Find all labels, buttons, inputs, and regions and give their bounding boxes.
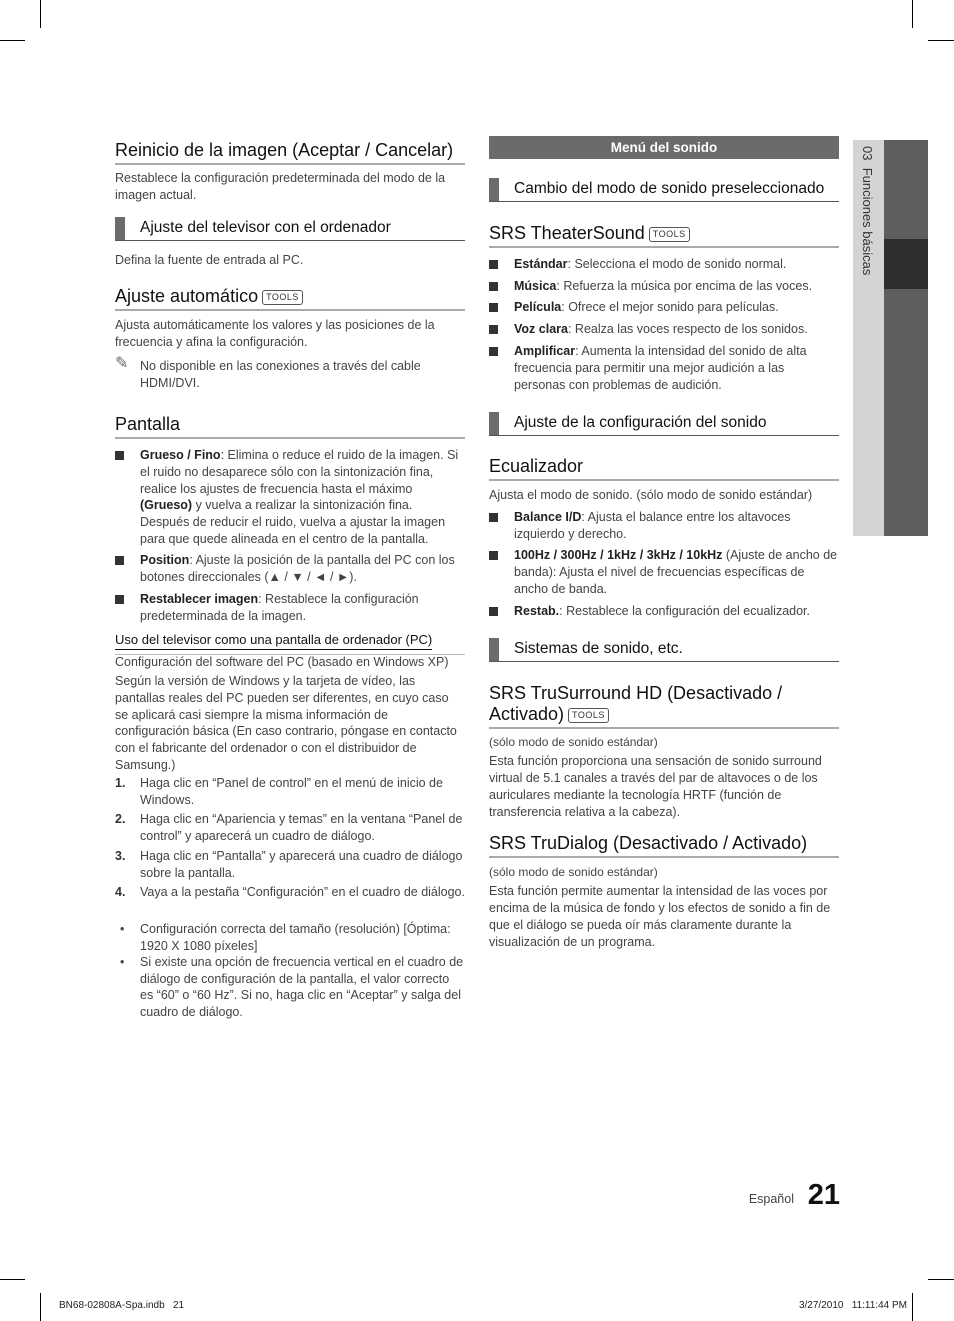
ajuste-auto-heading bbox=[115, 286, 465, 311]
subheading-bar bbox=[489, 412, 499, 436]
side-tab-active-marker bbox=[884, 239, 928, 289]
menu-sonido-title: Menú del sonido bbox=[610, 140, 718, 155]
crop-mark bbox=[928, 1279, 954, 1280]
srs-theater-heading bbox=[489, 223, 839, 248]
pantalla-item-position: Position: Ajuste la posición de la pantalla del PC con los botones direccionales (▲ / ▼ / ◄ / ►). bbox=[115, 552, 465, 586]
reinicio-text: Restablece la configuración predeterminada del modo de la imagen actual. bbox=[115, 171, 446, 202]
reinicio-title: Reinicio de la imagen (Aceptar / Cancelar) bbox=[115, 140, 454, 160]
uso-pc-step bbox=[115, 884, 465, 901]
uso-pc-para: Según la versión de Windows y la tarjeta de vídeo, las pantallas reales del PC pueden ser diferentes, en cuyo caso se aplicará casi siempre la misma información de configuración básica (En caso contrario, póngase en contacto con el fabricante del ordenador o con el distribuidor de Samsung.) bbox=[115, 674, 457, 772]
step-number: 2. bbox=[115, 812, 126, 826]
crop-mark bbox=[0, 40, 25, 41]
uso-pc-step bbox=[115, 848, 465, 881]
bullet-square-icon bbox=[489, 303, 498, 312]
tools-icon: TOOLS bbox=[649, 227, 690, 242]
ecualizador-item: 100Hz / 300Hz / 1kHz / 3kHz / 10kHz (Ajuste de ancho de banda): Ajusta el nivel de frecuencias específicas de ancho de banda. bbox=[489, 547, 839, 597]
ajuste-sonido-subheading bbox=[489, 412, 839, 436]
cambio-subheading bbox=[489, 178, 839, 202]
trusurround-mode: (sólo modo de sonido estándar) bbox=[489, 735, 658, 749]
subheading-rule bbox=[489, 661, 839, 662]
pantalla-item-restablecer: Restablecer imagen: Restablece la configuración predeterminada de la imagen. bbox=[115, 591, 465, 625]
uso-pc-step bbox=[115, 775, 465, 808]
pantalla-heading bbox=[115, 414, 465, 439]
side-tab bbox=[853, 140, 928, 536]
srs-theater-item: Estándar: Selecciona el modo de sonido normal. bbox=[489, 256, 839, 273]
ecualizador-item: Balance I/D: Ajusta el balance entre los altavoces izquierdo y derecho. bbox=[489, 509, 839, 543]
subheading-bar bbox=[489, 178, 499, 202]
tools-icon: TOOLS bbox=[262, 290, 303, 305]
sistemas-title: Sistemas de sonido, etc. bbox=[514, 640, 683, 657]
side-tab-label bbox=[860, 146, 875, 275]
trudialog-heading bbox=[489, 833, 839, 858]
bullet-square-icon bbox=[489, 282, 498, 291]
dot-text: Configuración correcta del tamaño (resolución) [Óptima: 1920 X 1080 píxeles] bbox=[140, 922, 451, 953]
ecualizador-title: Ecualizador bbox=[489, 456, 584, 476]
bullet-square-icon bbox=[115, 595, 124, 604]
subheading-rule bbox=[115, 240, 465, 241]
bullet-square-icon bbox=[115, 556, 124, 565]
note-text: No disponible en las conexiones a través del cable HDMI/DVI. bbox=[140, 359, 421, 390]
step-text: Haga clic en “Apariencia y temas” en la ventana “Panel de control” y aparecerá un cuadro de diálogo. bbox=[140, 812, 463, 843]
ecualizador-item: Restab.: Restablece la configuración del ecualizador. bbox=[489, 603, 839, 620]
bullet-square-icon bbox=[489, 607, 498, 616]
menu-sonido-bar bbox=[489, 136, 839, 159]
bullet-square-icon bbox=[489, 513, 498, 522]
ajuste-auto-title: Ajuste automático bbox=[115, 286, 259, 306]
step-number: 3. bbox=[115, 849, 126, 863]
uso-pc-dot-item bbox=[115, 921, 465, 954]
uso-pc-heading bbox=[115, 632, 432, 650]
print-file-info: BN68-02808A-Spa.indb 21 bbox=[59, 1300, 185, 1311]
ajuste-pc-text: Defina la fuente de entrada al PC. bbox=[115, 253, 304, 267]
subheading-bar bbox=[115, 217, 125, 241]
tools-icon: TOOLS bbox=[568, 708, 609, 723]
bullet-square-icon bbox=[489, 347, 498, 356]
note bbox=[115, 355, 460, 392]
srs-theater-title: SRS TheaterSound bbox=[489, 223, 645, 243]
crop-mark bbox=[40, 0, 41, 28]
crop-mark bbox=[912, 0, 913, 28]
step-text: Vaya a la pestaña “Configuración” en el cuadro de diálogo. bbox=[140, 885, 465, 899]
ajuste-pc-subheading bbox=[115, 217, 465, 241]
print-date-info: 3/27/2010 11:11:44 PM bbox=[798, 1300, 907, 1311]
dot-bullet: • bbox=[120, 955, 125, 969]
crop-mark bbox=[912, 1293, 913, 1321]
ajuste-pc-title: Ajuste del televisor con el ordenador bbox=[140, 219, 391, 236]
srs-theater-item: Película: Ofrece el mejor sonido para películas. bbox=[489, 299, 839, 316]
pantalla-item-grueso: Grueso / Fino: Elimina o reduce el ruido de la imagen. Si el ruido no desaparece sólo con la sintonización fina, realice los ajustes de frecuencia hasta el máximo (Grueso) y vuelva a realizar la sintonización fina. Después de reducir el ruido, vuelva a ajustar la imagen para que quede alineada en el centro de la pantalla. bbox=[115, 447, 465, 548]
cambio-title: Cambio del modo de sonido preseleccionado bbox=[514, 180, 825, 197]
bullet-square-icon bbox=[489, 325, 498, 334]
trudialog-title: SRS TruDialog (Desactivado / Activado) bbox=[489, 833, 808, 853]
chapter-title: Funciones básicas bbox=[860, 167, 875, 276]
dot-bullet: • bbox=[120, 922, 125, 936]
trusurround-heading bbox=[489, 683, 839, 729]
ecualizador-heading bbox=[489, 456, 839, 481]
srs-theater-item: Música: Refuerza la música por encima de las voces. bbox=[489, 278, 839, 295]
crop-mark bbox=[0, 1279, 25, 1280]
footer-language: Español bbox=[748, 1192, 794, 1206]
trudialog-mode: (sólo modo de sonido estándar) bbox=[489, 865, 658, 879]
subheading-bar bbox=[489, 638, 499, 662]
uso-pc-title: Uso del televisor como una pantalla de ordenador (PC) bbox=[115, 632, 433, 647]
subheading-rule bbox=[489, 435, 839, 436]
step-text: Haga clic en “Pantalla” y aparecerá una cuadro de diálogo sobre la pantalla. bbox=[140, 849, 463, 880]
trudialog-text: Esta función permite aumentar la intensidad de las voces por encima de la música de fondo y los efectos de sonido a fin de que el diálogo se pueda oír más claramente durante la visualización de un programa. bbox=[489, 884, 831, 949]
uso-pc-config: Configuración del software del PC (basado en Windows XP) bbox=[115, 655, 449, 669]
pantalla-title: Pantalla bbox=[115, 414, 181, 434]
dot-text: Si existe una opción de frecuencia vertical en el cuadro de diálogo de configuración de la pantalla, el valor correcto es “60” o “60 Hz”. Si no, haga clic en “Aceptar” y salga del cuadro de diálogo. bbox=[140, 955, 464, 1019]
step-text: Haga clic en “Panel de control” en el menú de inicio de Windows. bbox=[140, 776, 443, 807]
bullet-square-icon bbox=[115, 451, 124, 460]
sistemas-subheading bbox=[489, 638, 839, 662]
trusurround-title: SRS TruSurround HD (Desactivado / Activado) bbox=[489, 683, 783, 724]
page-footer bbox=[700, 1178, 840, 1210]
trusurround-text: Esta función proporciona una sensación de sonido surround virtual de 5.1 canales a través del par de altavoces o de los auriculares mediante la tecnología HRTF (función de transferencia relativa a la cabeza). bbox=[489, 754, 822, 819]
subheading-rule bbox=[489, 201, 839, 202]
crop-mark bbox=[40, 1293, 41, 1321]
step-number: 1. bbox=[115, 776, 126, 790]
crop-mark bbox=[928, 40, 954, 41]
bullet-square-icon bbox=[489, 260, 498, 269]
ecualizador-text: Ajusta el modo de sonido. (sólo modo de sonido estándar) bbox=[489, 488, 813, 502]
bullet-square-icon bbox=[489, 551, 498, 560]
uso-pc-step bbox=[115, 811, 465, 844]
reinicio-heading bbox=[115, 140, 465, 165]
side-tab-dark bbox=[884, 140, 928, 536]
note-pencil-icon: ✎ bbox=[115, 355, 129, 372]
uso-pc-dot-item bbox=[115, 954, 465, 1020]
ajuste-sonido-title: Ajuste de la configuración del sonido bbox=[514, 414, 767, 431]
chapter-number: 03 bbox=[860, 146, 875, 161]
step-number: 4. bbox=[115, 885, 126, 899]
ajuste-auto-text: Ajusta automáticamente los valores y las posiciones de la frecuencia y afina la configuración. bbox=[115, 318, 435, 349]
srs-theater-item: Amplificar: Aumenta la intensidad del sonido de alta frecuencia para permitir una mejor audición a las personas con problemas de audición. bbox=[489, 343, 839, 393]
srs-theater-item: Voz clara: Realza las voces respecto de los sonidos. bbox=[489, 321, 839, 338]
page-number: 21 bbox=[807, 1179, 840, 1211]
